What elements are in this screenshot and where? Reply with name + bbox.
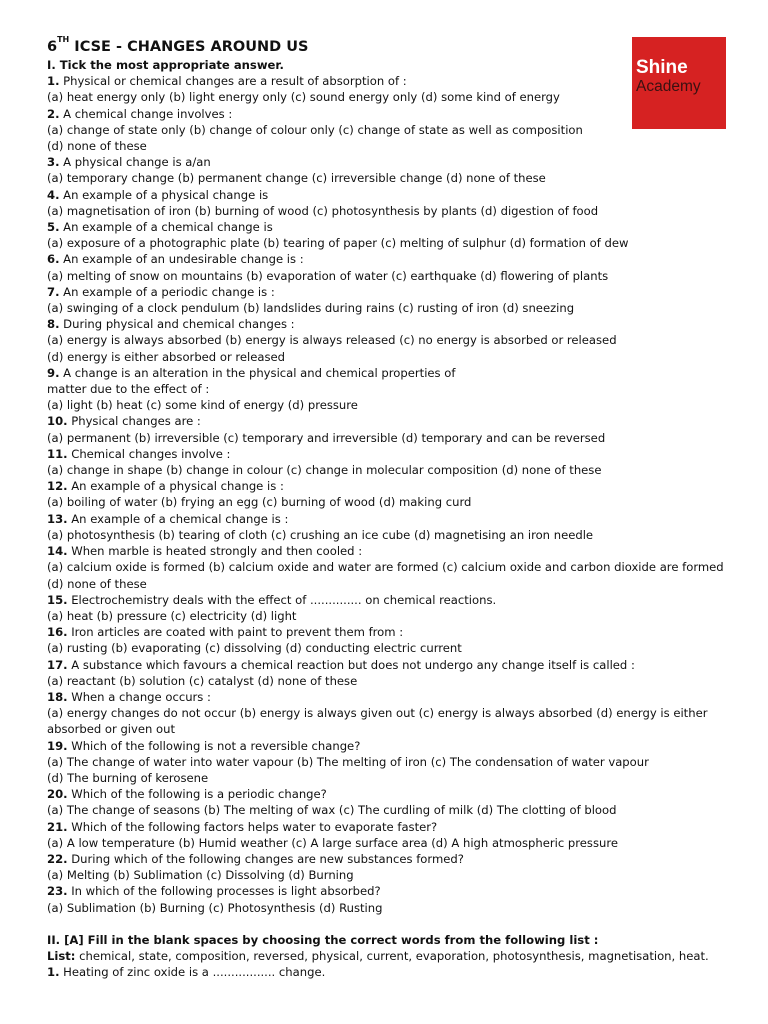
question-text: Which of the following factors helps water to evaporate faster? bbox=[67, 819, 438, 834]
question-text: An example of a chemical change is : bbox=[67, 511, 289, 526]
answer-options: (a) heat (b) pressure (c) electricity (d) light bbox=[47, 608, 297, 623]
question-number: 22. bbox=[47, 851, 68, 866]
fill-question-1 bbox=[47, 964, 747, 980]
question-11 bbox=[47, 446, 747, 462]
question-9 bbox=[47, 365, 747, 381]
question-number: 7. bbox=[47, 284, 60, 299]
question-text: Iron articles are coated with paint to prevent them from : bbox=[67, 625, 404, 640]
title-text: ICSE - CHANGES AROUND US bbox=[69, 39, 309, 55]
title-grade: 6 bbox=[47, 39, 58, 55]
question-number: 10. bbox=[47, 414, 68, 429]
answer-options: (a) Sublimation (b) Burning (c) Photosynthesis (d) Rusting bbox=[47, 900, 383, 915]
word-list bbox=[47, 948, 747, 964]
logo-academy-text: Academy bbox=[636, 78, 701, 95]
answer-options: (a) reactant (b) solution (c) catalyst (d) none of these bbox=[47, 673, 358, 688]
question-14 bbox=[47, 543, 747, 559]
question-text: Electrochemistry deals with the effect of .............. on chemical reactions. bbox=[67, 592, 497, 607]
section-gap bbox=[47, 916, 747, 932]
question-4 bbox=[47, 187, 747, 203]
answer-options: (a) light (b) heat (c) some kind of energy (d) pressure bbox=[47, 398, 358, 413]
answer-options: (d) The burning of kerosene bbox=[47, 770, 209, 785]
question-6 bbox=[47, 251, 747, 267]
question-number: 4. bbox=[47, 187, 60, 202]
question-5 bbox=[47, 219, 747, 235]
answer-options: (a) Melting (b) Sublimation (c) Dissolving (d) Burning bbox=[47, 868, 354, 883]
word-list-label: List: bbox=[47, 948, 76, 963]
question-text: Physical or chemical changes are a result of absorption of : bbox=[59, 74, 407, 89]
question-number: 11. bbox=[47, 446, 68, 461]
answer-options: (a) exposure of a photographic plate (b) tearing of paper (c) melting of sulphur (d) formation of dew bbox=[47, 236, 629, 251]
question-19 bbox=[47, 738, 747, 754]
question-1 bbox=[47, 73, 747, 89]
answer-options: (d) none of these bbox=[47, 576, 147, 591]
question-17 bbox=[47, 657, 747, 673]
question-text: In which of the following processes is light absorbed? bbox=[67, 884, 381, 899]
question-number: 6. bbox=[47, 252, 60, 267]
question-22 bbox=[47, 851, 747, 867]
question-18 bbox=[47, 689, 747, 705]
answer-options: (a) permanent (b) irreversible (c) temporary and irreversible (d) temporary and can be reversed bbox=[47, 430, 606, 445]
question-text: An example of a chemical change is bbox=[59, 220, 273, 235]
question-10 bbox=[47, 413, 747, 429]
question-text: Physical changes are : bbox=[67, 414, 201, 429]
answer-options: (a) energy changes do not occur (b) energy is always given out (c) energy is always absorbed (d) energy is either bbox=[47, 706, 708, 721]
question-number: 13. bbox=[47, 511, 68, 526]
answer-options: (a) A low temperature (b) Humid weather (c) A large surface area (d) A high atmospheric pressure bbox=[47, 835, 618, 850]
question-text: A change is an alteration in the physical and chemical properties of bbox=[59, 365, 456, 380]
answer-options: (a) calcium oxide is formed (b) calcium oxide and water are formed (c) calcium oxide and carbon dioxide are formed bbox=[47, 560, 724, 575]
fill-question-text: Heating of zinc oxide is a ................. change. bbox=[59, 965, 326, 980]
question-number: 12. bbox=[47, 479, 68, 494]
logo-shine-text: Shine bbox=[636, 57, 688, 78]
question-number: 2. bbox=[47, 106, 60, 121]
question-16 bbox=[47, 624, 747, 640]
answer-options: (a) change in shape (b) change in colour (c) change in molecular composition (d) none of these bbox=[47, 463, 602, 478]
question-text: Which of the following is not a reversible change? bbox=[67, 738, 361, 753]
answer-options: (a) boiling of water (b) frying an egg (c) burning of wood (d) making curd bbox=[47, 495, 472, 510]
section-2-heading: II. [A] Fill in the blank spaces by choosing the correct words from the following list : bbox=[47, 932, 599, 947]
answer-options: (d) energy is either absorbed or released bbox=[47, 349, 286, 364]
answer-options: matter due to the effect of : bbox=[47, 382, 210, 397]
question-7 bbox=[47, 284, 747, 300]
question-3 bbox=[47, 154, 747, 170]
question-text: During physical and chemical changes : bbox=[59, 317, 295, 332]
question-text: A chemical change involves : bbox=[59, 106, 233, 121]
question-text: An example of a physical change is : bbox=[67, 479, 284, 494]
question-text: An example of a physical change is bbox=[59, 187, 269, 202]
question-number: 5. bbox=[47, 220, 60, 235]
worksheet bbox=[47, 35, 747, 980]
answer-options: (a) The change of seasons (b) The melting of wax (c) The curdling of milk (d) The clotting of blood bbox=[47, 803, 617, 818]
question-15 bbox=[47, 592, 747, 608]
question-text: A substance which favours a chemical reaction but does not undergo any change itself is called : bbox=[67, 657, 635, 672]
answer-options: (a) swinging of a clock pendulum (b) landslides during rains (c) rusting of iron (d) sneezing bbox=[47, 301, 575, 316]
question-text: When marble is heated strongly and then cooled : bbox=[67, 544, 363, 559]
answer-options: (d) none of these bbox=[47, 139, 147, 154]
question-8 bbox=[47, 316, 747, 332]
question-text: A physical change is a/an bbox=[59, 155, 211, 170]
question-text: An example of a periodic change is : bbox=[59, 284, 275, 299]
question-number: 16. bbox=[47, 625, 68, 640]
question-number: 17. bbox=[47, 657, 68, 672]
answer-options: (a) change of state only (b) change of colour only (c) change of state as well as composition bbox=[47, 122, 583, 137]
fill-question-number: 1. bbox=[47, 965, 60, 980]
question-13 bbox=[47, 511, 747, 527]
question-2 bbox=[47, 106, 747, 122]
answer-options: (a) photosynthesis (b) tearing of cloth (c) crushing an ice cube (d) magnetising an iron needle bbox=[47, 527, 594, 542]
answer-options: (a) rusting (b) evaporating (c) dissolving (d) conducting electric current bbox=[47, 641, 462, 656]
question-12 bbox=[47, 478, 747, 494]
answer-options: (a) magnetisation of iron (b) burning of wood (c) photosynthesis by plants (d) digestion of food bbox=[47, 203, 599, 218]
answer-options: absorbed or given out bbox=[47, 722, 176, 737]
title-grade-suffix: TH bbox=[57, 35, 70, 44]
question-number: 9. bbox=[47, 365, 60, 380]
page-title bbox=[47, 35, 747, 57]
question-text: During which of the following changes are new substances formed? bbox=[67, 851, 464, 866]
question-text: Which of the following is a periodic change? bbox=[67, 787, 327, 802]
question-number: 21. bbox=[47, 819, 68, 834]
question-number: 3. bbox=[47, 155, 60, 170]
answer-options: (a) heat energy only (b) light energy only (c) sound energy only (d) some kind of energy bbox=[47, 90, 560, 105]
question-number: 20. bbox=[47, 787, 68, 802]
answer-options: (a) melting of snow on mountains (b) evaporation of water (c) earthquake (d) flowering of plants bbox=[47, 268, 609, 283]
question-text: An example of an undesirable change is : bbox=[59, 252, 304, 267]
question-number: 15. bbox=[47, 592, 68, 607]
question-21 bbox=[47, 819, 747, 835]
question-text: When a change occurs : bbox=[67, 689, 211, 704]
word-list-text: chemical, state, composition, reversed, physical, current, evaporation, photosynthesis, magnetisation, heat. bbox=[75, 948, 709, 963]
question-20 bbox=[47, 786, 747, 802]
question-23 bbox=[47, 883, 747, 899]
question-text: Chemical changes involve : bbox=[67, 446, 231, 461]
question-number: 23. bbox=[47, 884, 68, 899]
question-number: 1. bbox=[47, 74, 60, 89]
answer-options: (a) energy is always absorbed (b) energy is always released (c) no energy is absorbed or released bbox=[47, 333, 617, 348]
section-1-heading: I. Tick the most appropriate answer. bbox=[47, 58, 284, 72]
question-list bbox=[47, 73, 747, 916]
question-number: 8. bbox=[47, 317, 60, 332]
answer-options: (a) temporary change (b) permanent change (c) irreversible change (d) none of these bbox=[47, 171, 546, 186]
question-number: 14. bbox=[47, 544, 68, 559]
question-number: 18. bbox=[47, 689, 68, 704]
answer-options: (a) The change of water into water vapour (b) The melting of iron (c) The condensation of water vapour bbox=[47, 754, 649, 769]
question-number: 19. bbox=[47, 738, 68, 753]
